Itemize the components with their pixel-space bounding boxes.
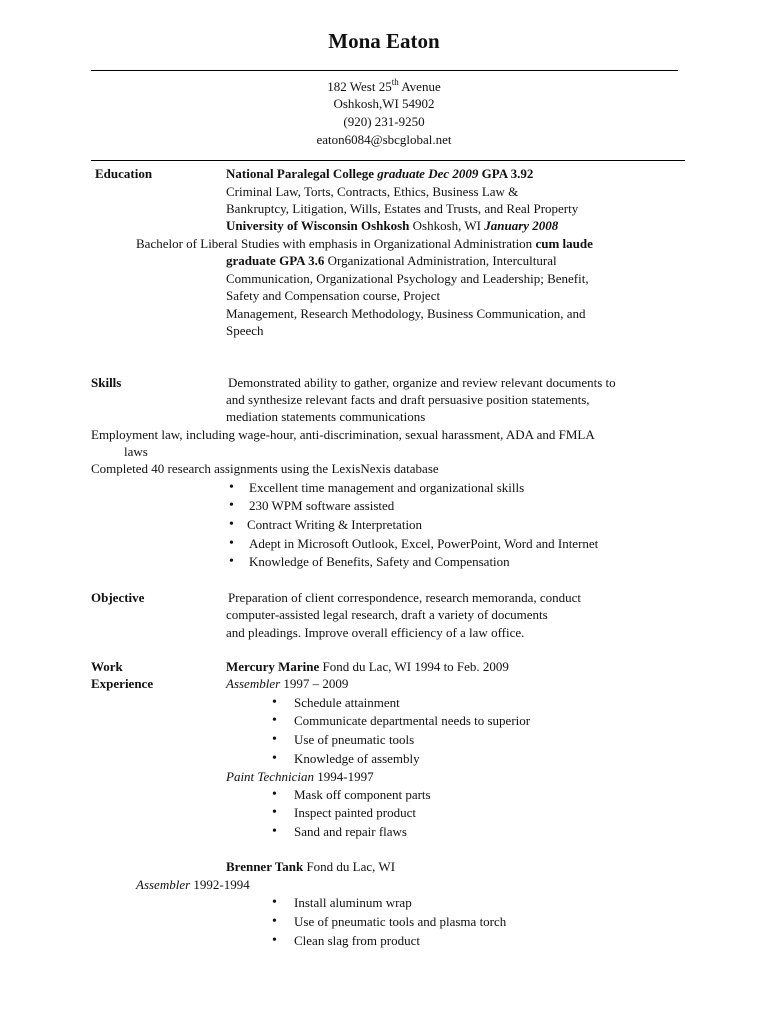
phone: (920) 231-9250 [343,114,425,129]
job-2-company: Brenner Tank Fond du Lac, WI [226,859,396,874]
job-2-bullet-2: Use of pneumatic tools and plasma torch [294,914,507,929]
skills-bullet-1: Excellent time management and organizational skills [249,480,525,495]
bullet-icon: • [272,732,277,747]
section-divider [91,160,685,161]
school-1-courses-line-1: Criminal Law, Torts, Contracts, Ethics, Business Law & [226,184,519,199]
bullet-icon: • [229,498,234,513]
education-heading: Education [95,166,153,181]
school-2-courses-line-4: Speech [226,323,264,338]
address-line-1: 182 West 25th Avenue [327,77,441,94]
resume-name: Mona Eaton [328,29,440,53]
bullet-icon: • [272,933,277,948]
skills-line-3: mediation statements communications [226,409,426,424]
job-1-role-1-bullet-1: Schedule attainment [294,695,400,710]
objective-line-3: and pleadings. Improve overall efficiency of a law office. [226,625,525,640]
job-1-role-2-bullet-3: Sand and repair flaws [294,824,407,839]
bullet-icon: • [229,554,234,569]
degree-line: Bachelor of Liberal Studies with emphasis in Organizational Administration cum laude [136,236,593,251]
objective-line-2: computer-assisted legal research, draft a variety of documents [226,607,548,622]
skills-bullet-3: Contract Writing & Interpretation [247,517,423,532]
job-1-role-1-bullet-3: Use of pneumatic tools [294,732,415,747]
job-1-role-2: Paint Technician 1994-1997 [226,769,374,784]
skills-bullet-4: Adept in Microsoft Outlook, Excel, PowerPoint, Word and Internet [249,536,599,551]
skills-bullet-5: Knowledge of Benefits, Safety and Compensation [249,554,510,569]
bullet-icon: • [272,895,277,910]
bullet-icon: • [272,751,277,766]
school-2-courses-line-3: Management, Research Methodology, Business Communication, and [226,306,586,321]
job-2-bullet-3: Clean slag from product [294,933,420,948]
gpa-2-line: graduate GPA 3.6 Organizational Administration, Intercultural [226,253,557,268]
header-divider [91,70,678,71]
job-1-role-1-bullet-2: Communicate departmental needs to superior [294,713,531,728]
bullet-icon: • [229,536,234,551]
job-1-role-1: Assembler 1997 – 2009 [226,676,349,691]
school-1-courses-line-2: Bankruptcy, Litigation, Wills, Estates and Trusts, and Real Property [226,201,579,216]
school-1: National Paralegal College graduate Dec 2009 GPA 3.92 [226,166,534,181]
skills-heading: Skills [91,375,122,390]
skills-line-2: and synthesize relevant facts and draft persuasive position statements, [226,392,590,407]
bullet-icon: • [272,695,277,710]
school-2-courses-line-2: Safety and Compensation course, Project [226,288,441,303]
job-2-bullet-1: Install aluminum wrap [294,895,412,910]
bullet-icon: • [229,517,234,532]
bullet-icon: • [272,805,277,820]
school-2: University of Wisconsin Oshkosh Oshkosh, WI January 2008 [226,218,559,233]
objective-heading: Objective [91,590,145,605]
job-1-role-2-bullet-2: Inspect painted product [294,805,417,820]
bullet-icon: • [272,713,277,728]
skills-line-1: Demonstrated ability to gather, organize and review relevant documents to [228,375,616,390]
bullet-icon: • [229,480,234,495]
address-line-2: Oshkosh,WI 54902 [333,96,435,111]
skills-bullet-2: 230 WPM software assisted [249,498,395,513]
research-line: Completed 40 research assignments using the LexisNexis database [91,461,439,476]
employment-law-line-2: laws [124,444,148,459]
job-1-role-1-bullet-4: Knowledge of assembly [294,751,420,766]
job-1-company: Mercury Marine Fond du Lac, WI 1994 to Feb. 2009 [226,659,509,674]
work-heading-1: Work [91,659,123,674]
job-1-role-2-bullet-1: Mask off component parts [294,787,431,802]
bullet-icon: • [272,914,277,929]
bullet-icon: • [272,824,277,839]
email: eaton6084@sbcglobal.net [316,132,452,147]
work-heading-2: Experience [91,676,154,691]
school-2-courses-line-1: Communication, Organizational Psychology and Leadership; Benefit, [226,271,589,286]
objective-line-1: Preparation of client correspondence, research memoranda, conduct [228,590,582,605]
job-2-role: Assembler 1992-1994 [136,877,250,892]
employment-law-line: Employment law, including wage-hour, anti-discrimination, sexual harassment, ADA and FMLA [91,427,595,442]
bullet-icon: • [272,787,277,802]
